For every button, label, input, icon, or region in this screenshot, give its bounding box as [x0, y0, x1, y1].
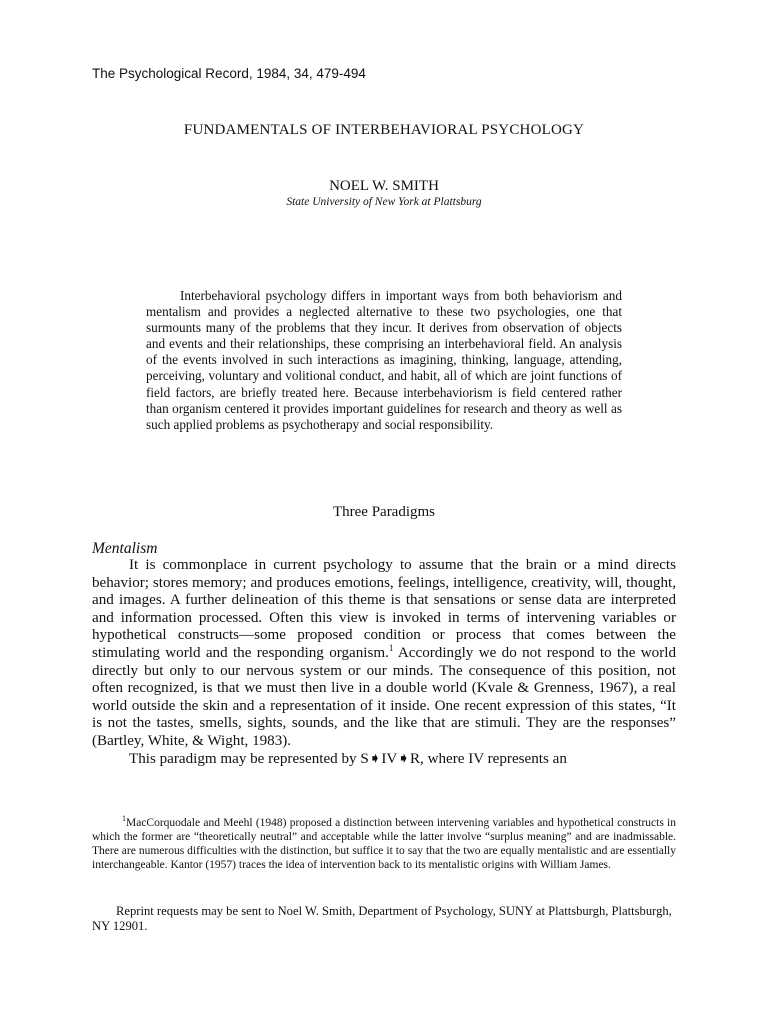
body-paragraph	[92, 557, 676, 751]
reprint-note: Reprint requests may be sent to Noel W. Smith, Department of Psychology, SUNY at Plattsburgh, Plattsburgh, NY 12901.	[92, 904, 672, 933]
body-paragraph: This paradigm may be represented by S➧IV➧R, where IV represents an	[129, 750, 567, 767]
journal-citation: The Psychological Record, 1984, 34, 479-494	[92, 66, 366, 81]
subsection-heading: Mentalism	[92, 540, 158, 557]
article-title: FUNDAMENTALS OF INTERBEHAVIORAL PSYCHOLOGY	[183, 122, 585, 138]
section-heading: Three Paradigms	[332, 504, 436, 520]
author-name: NOEL W. SMITH	[329, 178, 439, 194]
footnote-text: MacCorquodale and Meehl (1948) proposed a distinction between intervening variables and hypothetical constructs in which the former are “theoretically neutral” and acceptable while the latter involve “surplus meaning” and are inadmissable. There are numerous difficulties with the distinction, but suffice it to say that the two are equally mentalistic and are essentially interchangeable. Kantor (1957) traces the idea of intervention back to its mentalistic origins with William James.	[92, 817, 676, 871]
footnote	[92, 814, 676, 873]
body-paragraph-part: Accordingly we do not respond to the world directly but only to our nervous system or our minds. The consequence of this position, not often recognized, is that we must then live in a double world (Kvale & Grenness, 1967), a real world outside the skin and a representation of it inside. One recent expression of this states, “It is not the tastes, smells, sights, sounds, and the like that are stimuli. They are the responses” (Bartley, White, & Wight, 1983).	[92, 644, 676, 749]
body-paragraph-part: It is commonplace in current psychology to assume that the brain or a mind directs behavior; stores memory; and produces emotions, feelings, intelligence, creativity, will, thought, and images. A further delineation of this theme is that sensations or sense data are interpreted and information processed. Often this view is invoked in terms of intervening variables or hypothetical constructs—some proposed condition or process that comes between the stimulating world and the responding organism.	[92, 557, 676, 661]
footnote-reference: 1	[388, 642, 394, 653]
body-text	[92, 557, 676, 768]
author-affiliation: State University of New York at Plattsburg	[286, 196, 482, 208]
footnote-marker: 1	[122, 814, 126, 824]
abstract: Interbehavioral psychology differs in important ways from both behaviorism and mentalism and provides a neglected alternative to these two psychologies, one that surmounts many of the problems that they incur. It derives from observation of objects and events and their relationships, these comprising an interbehavioral field. An analysis of the events involved in such interactions as imagining, thinking, language, attending, perceiving, voluntary and volitional conduct, and habit, all of which are joint functions of field factors, are briefly treated here. Because interbehaviorism is field centered rather than organism centered it provides important guidelines for research and theory as well as such applied problems as psychotherapy and social responsibility.	[146, 288, 622, 432]
